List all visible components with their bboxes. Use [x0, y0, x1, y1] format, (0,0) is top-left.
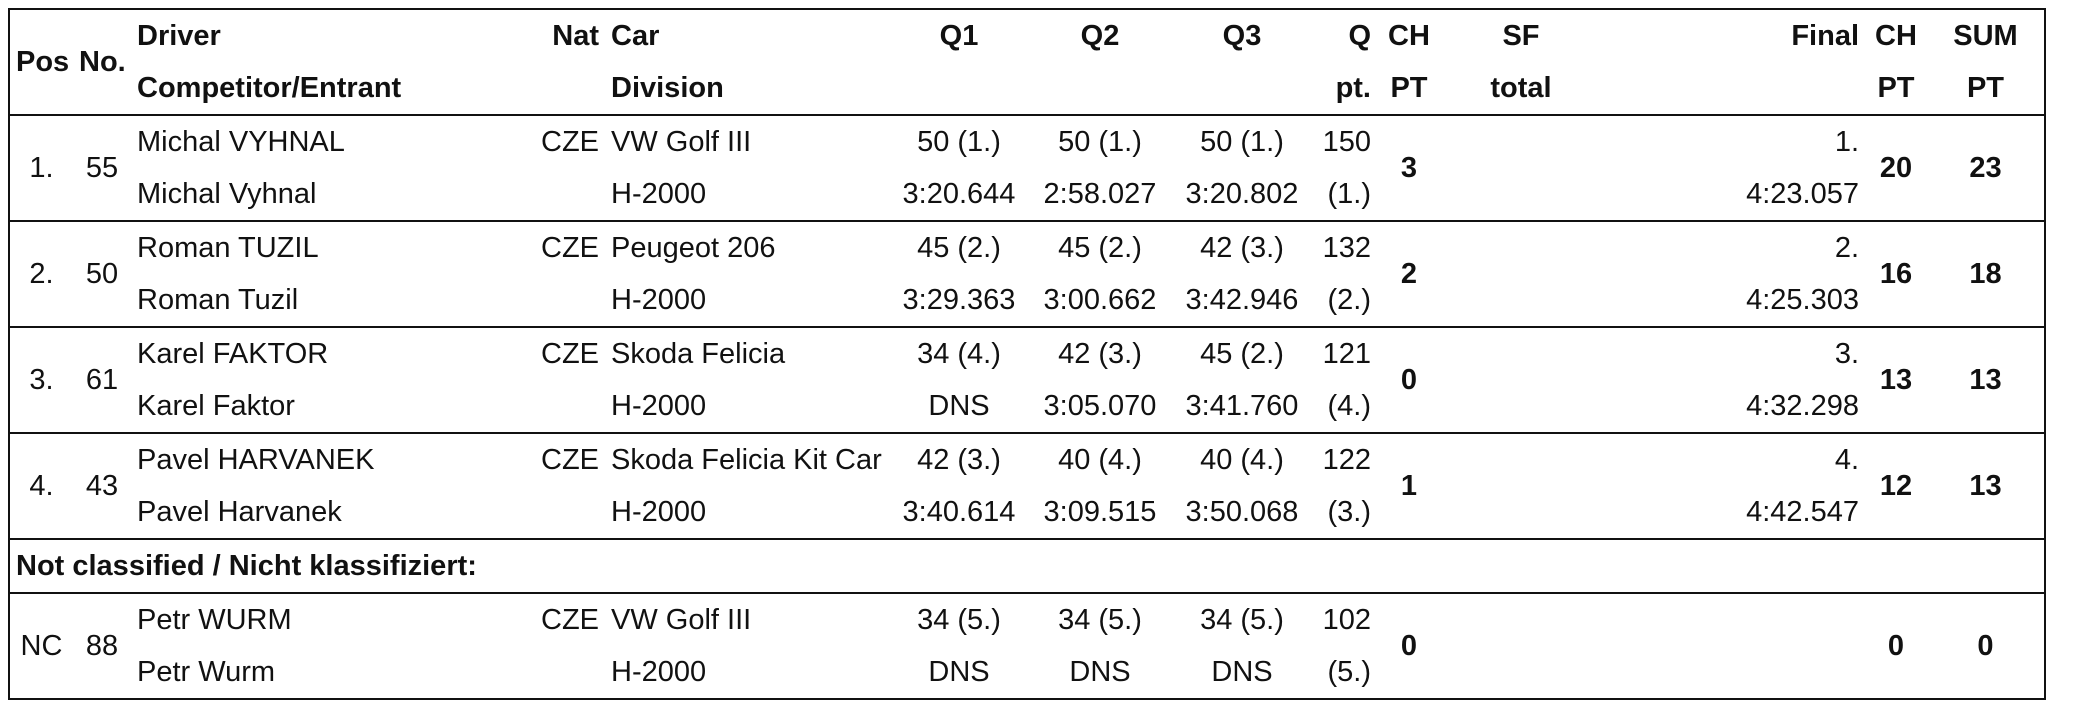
table-row — [9, 646, 2045, 699]
q2-time-cell: 3:05.070 — [1043, 389, 1157, 422]
pos-cell: NC — [9, 593, 73, 699]
table-row — [9, 115, 2045, 168]
final-time-cell: 4:23.057 — [1746, 177, 1859, 210]
ch2-points-cell: 16 — [1865, 221, 1927, 327]
car-cell: Skoda Felicia Kit Car — [605, 433, 889, 486]
header-final: Final — [1791, 19, 1859, 52]
final-time-cell: 4:25.303 — [1746, 283, 1859, 316]
final-time-cell: 4:32.298 — [1746, 389, 1859, 422]
q2-time-cell: 3:00.662 — [1043, 283, 1157, 316]
sum-points-cell: 18 — [1927, 221, 2045, 327]
header-nat: Nat — [552, 19, 599, 52]
header-sum-bottom: PT — [1966, 71, 2005, 104]
nat-empty-cell — [531, 646, 605, 699]
pos-cell: 2. — [9, 221, 73, 327]
header-sf-bottom: total — [1490, 71, 1552, 104]
header-final-empty — [1601, 62, 1865, 115]
ch-points-cell: 1 — [1377, 433, 1441, 539]
sf-total-cell — [1441, 433, 1601, 539]
car-cell: VW Golf III — [605, 593, 889, 646]
q3-time-cell: 3:41.760 — [1185, 389, 1299, 422]
table-row — [9, 327, 2045, 380]
q1-time-cell: DNS — [928, 389, 990, 422]
pos-cell: 3. — [9, 327, 73, 433]
car-cell: VW Golf III — [605, 115, 889, 168]
q-points-cell: 102 — [1313, 593, 1377, 646]
sum-points-cell: 23 — [1927, 115, 2045, 221]
driver-cell: Karel FAKTOR — [131, 327, 531, 380]
q1-points-cell: 45 (2.) — [889, 221, 1029, 274]
final-time-cell — [1601, 646, 1865, 699]
header-driver: Driver — [137, 19, 221, 52]
header-ch-top: CH — [1388, 19, 1430, 52]
ch-points-cell: 3 — [1377, 115, 1441, 221]
header-competitor: Competitor/Entrant — [137, 71, 402, 104]
header-q2: Q2 — [1080, 19, 1120, 52]
final-pos-cell: 2. — [1601, 221, 1865, 274]
q2-time-cell: 3:09.515 — [1043, 495, 1157, 528]
q3-points-cell: 34 (5.) — [1171, 593, 1313, 646]
q-points-cell: 132 — [1313, 221, 1377, 274]
nat-cell: CZE — [531, 115, 605, 168]
not-classified-header-row — [9, 539, 2045, 593]
header-nat-empty — [531, 62, 605, 115]
sf-total-cell — [1441, 221, 1601, 327]
q3-time-cell: 3:42.946 — [1185, 283, 1299, 316]
number-cell: 55 — [73, 115, 131, 221]
competitor-cell: Karel Faktor — [137, 389, 295, 422]
competitor-cell: Petr Wurm — [137, 655, 276, 688]
competitor-cell: Michal Vyhnal — [137, 177, 317, 210]
driver-cell: Petr WURM — [131, 593, 531, 646]
ch-points-cell: 0 — [1377, 593, 1441, 699]
number-cell: 50 — [73, 221, 131, 327]
q1-points-cell: 50 (1.) — [889, 115, 1029, 168]
number-cell: 88 — [73, 593, 131, 699]
q-rank-cell: (5.) — [1327, 655, 1371, 688]
q-points-cell: 121 — [1313, 327, 1377, 380]
q1-time-cell: DNS — [928, 655, 990, 688]
ch-points-cell: 0 — [1377, 327, 1441, 433]
header-pos: Pos — [16, 45, 70, 78]
q2-points-cell: 34 (5.) — [1029, 593, 1171, 646]
number-cell: 61 — [73, 327, 131, 433]
ch-points-cell: 2 — [1377, 221, 1441, 327]
nat-cell: CZE — [531, 221, 605, 274]
nat-cell: CZE — [531, 433, 605, 486]
nat-empty-cell — [531, 380, 605, 433]
q-rank-cell: (3.) — [1327, 495, 1371, 528]
table-row — [9, 433, 2045, 486]
division-cell: H-2000 — [611, 177, 707, 210]
sf-total-cell — [1441, 593, 1601, 699]
q1-time-cell: 3:20.644 — [902, 177, 1016, 210]
q-points-cell: 122 — [1313, 433, 1377, 486]
q-rank-cell: (1.) — [1327, 177, 1371, 210]
nat-empty-cell — [531, 274, 605, 327]
q1-points-cell: 34 (5.) — [889, 593, 1029, 646]
division-cell: H-2000 — [611, 495, 707, 528]
q1-time-cell: 3:29.363 — [902, 283, 1016, 316]
header-ch-bottom: PT — [1390, 71, 1428, 104]
header-no: No. — [79, 45, 126, 78]
table-row — [9, 274, 2045, 327]
header-q-bottom: pt. — [1335, 71, 1371, 104]
ch2-points-cell: 13 — [1865, 327, 1927, 433]
nat-empty-cell — [531, 168, 605, 221]
header-q2-empty — [1029, 62, 1171, 115]
header-sf-top: SF — [1502, 19, 1540, 52]
ch2-points-cell: 12 — [1865, 433, 1927, 539]
q1-points-cell: 34 (4.) — [889, 327, 1029, 380]
table-row — [9, 221, 2045, 274]
q3-points-cell: 50 (1.) — [1171, 115, 1313, 168]
header-q3: Q3 — [1222, 19, 1262, 52]
header-ch2-top: CH — [1875, 19, 1917, 52]
sf-total-cell — [1441, 327, 1601, 433]
header-division: Division — [611, 71, 724, 104]
header-q-top: Q — [1348, 19, 1371, 52]
q1-points-cell: 42 (3.) — [889, 433, 1029, 486]
q2-time-cell: DNS — [1069, 655, 1131, 688]
division-cell: H-2000 — [611, 283, 707, 316]
q2-points-cell: 50 (1.) — [1029, 115, 1171, 168]
competitor-cell: Roman Tuzil — [137, 283, 299, 316]
results-table — [8, 8, 2046, 700]
header-sum-top: SUM — [1953, 19, 2018, 52]
results-body — [9, 115, 2045, 699]
q2-points-cell: 40 (4.) — [1029, 433, 1171, 486]
nat-cell: CZE — [531, 327, 605, 380]
header-q1: Q1 — [939, 19, 979, 52]
q2-points-cell: 42 (3.) — [1029, 327, 1171, 380]
q3-points-cell: 42 (3.) — [1171, 221, 1313, 274]
sum-points-cell: 13 — [1927, 433, 2045, 539]
sf-total-cell — [1441, 115, 1601, 221]
final-time-cell: 4:42.547 — [1746, 495, 1859, 528]
table-row — [9, 593, 2045, 646]
final-pos-cell: 1. — [1601, 115, 1865, 168]
q3-time-cell: 3:50.068 — [1185, 495, 1299, 528]
sum-points-cell: 0 — [1927, 593, 2045, 699]
ch2-points-cell: 20 — [1865, 115, 1927, 221]
table-row — [9, 380, 2045, 433]
q2-points-cell: 45 (2.) — [1029, 221, 1171, 274]
q3-points-cell: 40 (4.) — [1171, 433, 1313, 486]
final-pos-cell — [1601, 593, 1865, 646]
final-pos-cell: 3. — [1601, 327, 1865, 380]
q3-points-cell: 45 (2.) — [1171, 327, 1313, 380]
table-header — [9, 9, 2045, 115]
number-cell: 43 — [73, 433, 131, 539]
q3-time-cell: 3:20.802 — [1185, 177, 1299, 210]
header-ch2-bottom: PT — [1877, 71, 1915, 104]
not-classified-label: Not classified / Nicht klassifiziert: — [9, 539, 2045, 593]
car-cell: Skoda Felicia — [605, 327, 889, 380]
table-row — [9, 168, 2045, 221]
car-cell: Peugeot 206 — [605, 221, 889, 274]
sum-points-cell: 13 — [1927, 327, 2045, 433]
pos-cell: 1. — [9, 115, 73, 221]
nat-empty-cell — [531, 486, 605, 539]
driver-cell: Michal VYHNAL — [131, 115, 531, 168]
division-cell: H-2000 — [611, 389, 707, 422]
header-q1-empty — [889, 62, 1029, 115]
q1-time-cell: 3:40.614 — [902, 495, 1016, 528]
ch2-points-cell: 0 — [1865, 593, 1927, 699]
driver-cell: Roman TUZIL — [131, 221, 531, 274]
table-row — [9, 486, 2045, 539]
final-pos-cell: 4. — [1601, 433, 1865, 486]
nat-cell: CZE — [531, 593, 605, 646]
pos-cell: 4. — [9, 433, 73, 539]
q3-time-cell: DNS — [1211, 655, 1273, 688]
q-rank-cell: (2.) — [1327, 283, 1371, 316]
header-q3-empty — [1171, 62, 1313, 115]
q2-time-cell: 2:58.027 — [1043, 177, 1157, 210]
header-car: Car — [611, 19, 660, 52]
driver-cell: Pavel HARVANEK — [131, 433, 531, 486]
q-points-cell: 150 — [1313, 115, 1377, 168]
q-rank-cell: (4.) — [1327, 389, 1371, 422]
competitor-cell: Pavel Harvanek — [137, 495, 342, 528]
division-cell: H-2000 — [611, 655, 707, 688]
